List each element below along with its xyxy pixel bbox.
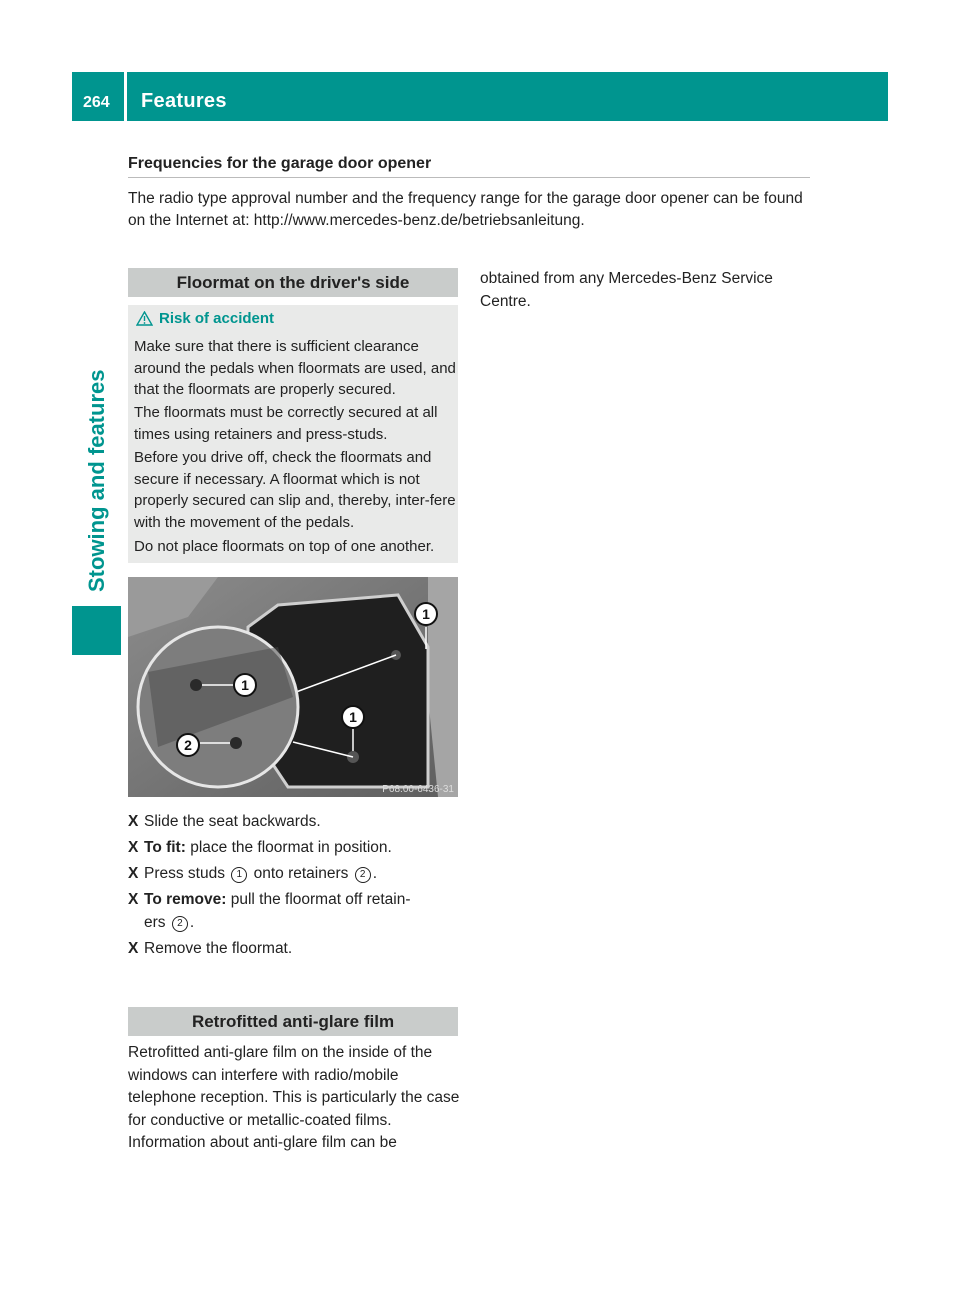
header-divider <box>124 72 127 121</box>
figure-code: P68.00-6436-31 <box>382 784 454 795</box>
step-marker: X <box>128 865 139 882</box>
warning-paragraph: Make sure that there is sufficient clearance around the pedals when floormats are used, and that the floormats are properly secured. <box>134 338 456 398</box>
warning-paragraph: The floormats must be correctly secured at all times using retainers and press-studs. <box>134 404 438 443</box>
step-label: To remove: <box>144 891 227 908</box>
svg-text:1: 1 <box>422 606 430 622</box>
warning-paragraph: Before you drive off, check the floormats and secure if necessary. A floormat which is not properly secured can slip and, thereby, inter-fere with the movement of the pedals. <box>134 449 456 531</box>
figure-callout-1 <box>415 603 437 625</box>
warning-title <box>136 310 274 327</box>
floormat-steps <box>128 810 458 963</box>
step-text: place the floormat in position. <box>190 839 392 856</box>
step-text: ers <box>144 914 166 931</box>
svg-text:1: 1 <box>349 709 357 725</box>
anti-glare-continued: obtained from any Mercedes-Benz Service Centre. <box>480 270 773 310</box>
warning-title-text: Risk of accident <box>159 310 275 327</box>
figure-callout-2 <box>177 734 199 756</box>
callout-2-icon: 2 <box>172 916 188 932</box>
warning-triangle-icon <box>136 311 153 326</box>
step-item <box>128 937 458 960</box>
step-marker: X <box>128 813 139 830</box>
step-text: onto retainers <box>253 865 349 882</box>
step-item <box>128 810 458 833</box>
floormat-figure <box>128 577 458 797</box>
side-tab-label: Stowing and features <box>84 369 109 592</box>
step-text: Slide the seat backwards. <box>144 813 321 830</box>
svg-text:2: 2 <box>184 737 192 753</box>
step-text: . <box>372 865 378 882</box>
floormat-heading: Floormat on the driver's side <box>128 268 458 297</box>
step-item <box>128 836 458 859</box>
floormat-illustration <box>128 577 458 797</box>
step-label: To fit: <box>144 839 186 856</box>
step-text: Remove the floormat. <box>144 940 293 957</box>
anti-glare-heading: Retrofitted anti-glare film <box>128 1007 458 1036</box>
step-item <box>128 862 458 885</box>
header-title: Features <box>141 90 227 112</box>
side-tab-marker <box>72 606 121 655</box>
frequencies-body: The radio type approval number and the frequency range for the garage door opener can be found on the Internet at: http://www.mercedes-benz.de/betriebsanleitung. <box>128 190 803 229</box>
warning-paragraph: Do not place floormats on top of one another. <box>134 538 435 555</box>
page-number: 264 <box>83 94 110 111</box>
svg-text:1: 1 <box>241 677 249 693</box>
figure-callout-1 <box>342 706 364 728</box>
warning-box <box>128 305 458 563</box>
frequencies-heading: Frequencies for the garage door opener <box>128 155 810 178</box>
step-marker: X <box>128 940 139 957</box>
step-text: pull the floormat off retain- <box>230 891 411 908</box>
step-marker: X <box>128 839 139 856</box>
callout-2-icon: 2 <box>355 867 371 883</box>
anti-glare-body: Retrofitted anti-glare film on the inside of the windows can interfere with radio/mobile telephone reception. This is particularly the case for conductive or metallic-coated films. Information about anti-glare film can be <box>128 1044 460 1151</box>
step-text: . <box>189 914 195 931</box>
figure-callout-1 <box>234 674 256 696</box>
step-item <box>128 888 458 934</box>
page-header <box>72 72 888 121</box>
step-text: Press studs <box>144 865 225 882</box>
callout-1-icon: 1 <box>231 867 247 883</box>
step-marker: X <box>128 891 139 908</box>
